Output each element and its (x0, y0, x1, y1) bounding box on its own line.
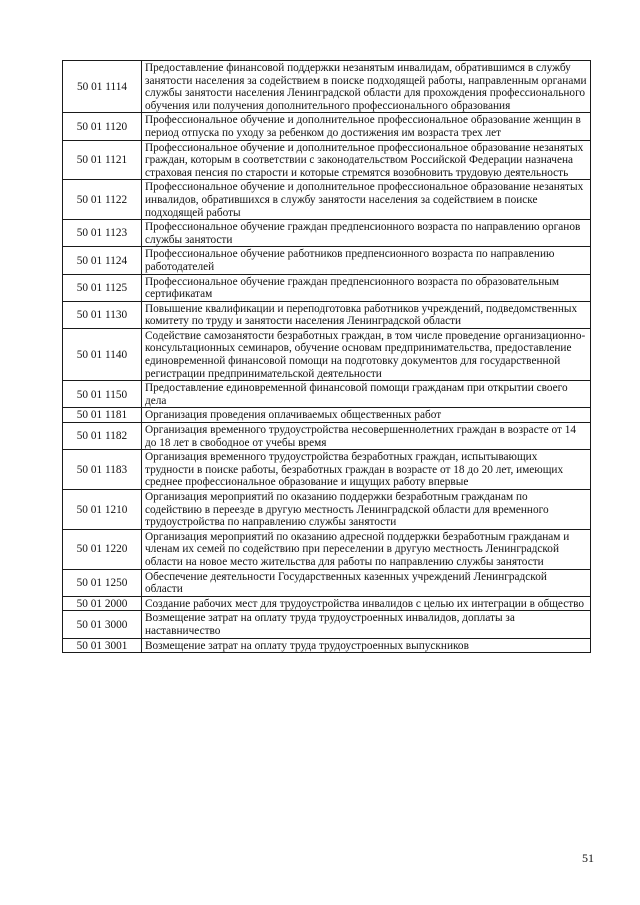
budget-code-table (62, 60, 591, 653)
table-row (63, 408, 591, 423)
row-code: 50 01 1210 (63, 490, 142, 530)
budget-code-table-body (63, 61, 591, 653)
table-row (63, 328, 591, 380)
row-description: Возмещение затрат на оплату труда трудоустроенных выпускников (142, 638, 591, 653)
row-code: 50 01 1114 (63, 61, 142, 113)
row-description: Профессиональное обучение и дополнительное профессиональное образование незанятых граждан, которым в соответствии с законодательством Российской Федерации назначена страховая пенсия по старости и которые стремятся возобновить трудовую деятельность (142, 140, 591, 180)
row-code: 50 01 1181 (63, 408, 142, 423)
row-description: Профессиональное обучение граждан предпенсионного возраста по направлению органов службы занятости (142, 220, 591, 247)
table-row (63, 381, 591, 408)
table-row (63, 180, 591, 220)
row-description: Повышение квалификации и переподготовка работников учреждений, подведомственных комитету по труду и занятости населения Ленинградской области (142, 301, 591, 328)
row-description: Профессиональное обучение граждан предпенсионного возраста по образовательным сертификатам (142, 274, 591, 301)
row-description: Содействие самозанятости безработных граждан, в том числе проведение организационно-консультационных семинаров, обучение основам предпринимательства, предоставление единовременной финансовой помощи на подготовку документов для государственной регистрации предпринимательской деятельности (142, 328, 591, 380)
row-code: 50 01 1123 (63, 220, 142, 247)
row-description: Предоставление единовременной финансовой помощи гражданам при открытии своего дела (142, 381, 591, 408)
row-code: 50 01 1125 (63, 274, 142, 301)
row-code: 50 01 1124 (63, 247, 142, 274)
table-row (63, 638, 591, 653)
row-code: 50 01 1182 (63, 423, 142, 450)
table-row (63, 611, 591, 638)
row-code: 50 01 1120 (63, 113, 142, 140)
row-description: Профессиональное обучение и дополнительное профессиональное образование женщин в период отпуска по уходу за ребенком до достижения им возраста трех лет (142, 113, 591, 140)
table-row (63, 450, 591, 490)
row-code: 50 01 1150 (63, 381, 142, 408)
table-row (63, 274, 591, 301)
row-description: Организация проведения оплачиваемых общественных работ (142, 408, 591, 423)
table-row (63, 61, 591, 113)
row-code: 50 01 3000 (63, 611, 142, 638)
table-row (63, 423, 591, 450)
row-code: 50 01 1140 (63, 328, 142, 380)
row-description: Организация временного трудоустройства безработных граждан, испытывающих трудности в поиске работы, безработных граждан в возрасте от 18 до 20 лет, имеющих среднее профессиональное образование и ищущих работу впервые (142, 450, 591, 490)
row-description: Возмещение затрат на оплату труда трудоустроенных инвалидов, доплаты за наставничество (142, 611, 591, 638)
row-code: 50 01 2000 (63, 596, 142, 611)
row-code: 50 01 1121 (63, 140, 142, 180)
row-code: 50 01 3001 (63, 638, 142, 653)
row-description: Организация мероприятий по оказанию адресной поддержки безработным гражданам и членам их семей по содействию при переселении в другую местность Ленинградской области на новое место жительства для работы по направлению службы занятости (142, 529, 591, 569)
table-row (63, 220, 591, 247)
table-row (63, 301, 591, 328)
row-description: Обеспечение деятельности Государственных казенных учреждений Ленинградской области (142, 569, 591, 596)
row-description: Организация мероприятий по оказанию поддержки безработным гражданам по содействию в переезде в другую местность Ленинградской области для временного трудоустройства по направлению службы занятости (142, 490, 591, 530)
row-code: 50 01 1250 (63, 569, 142, 596)
row-code: 50 01 1220 (63, 529, 142, 569)
table-row (63, 490, 591, 530)
row-description: Профессиональное обучение и дополнительное профессиональное образование незанятых инвалидов, обратившихся в службу занятости населения за содействием в поиске подходящей работы (142, 180, 591, 220)
table-row (63, 569, 591, 596)
table-row (63, 529, 591, 569)
row-code: 50 01 1183 (63, 450, 142, 490)
table-row (63, 113, 591, 140)
row-description: Создание рабочих мест для трудоустройства инвалидов с целью их интеграции в общество (142, 596, 591, 611)
row-code: 50 01 1122 (63, 180, 142, 220)
row-description: Профессиональное обучение работников предпенсионного возраста по направлению работодателей (142, 247, 591, 274)
table-row (63, 596, 591, 611)
row-description: Организация временного трудоустройства несовершеннолетних граждан в возрасте от 14 до 18 лет в свободное от учебы время (142, 423, 591, 450)
page-number: 51 (582, 851, 594, 865)
row-code: 50 01 1130 (63, 301, 142, 328)
row-description: Предоставление финансовой поддержки незанятым инвалидам, обратившимся в службу занятости населения за содействием в поиске подходящей работы, направленным органами службы занятости населения Ленинградской области для прохождения профессионального обучения или получения дополнительного профессионального образования (142, 61, 591, 113)
table-row (63, 247, 591, 274)
table-row (63, 140, 591, 180)
